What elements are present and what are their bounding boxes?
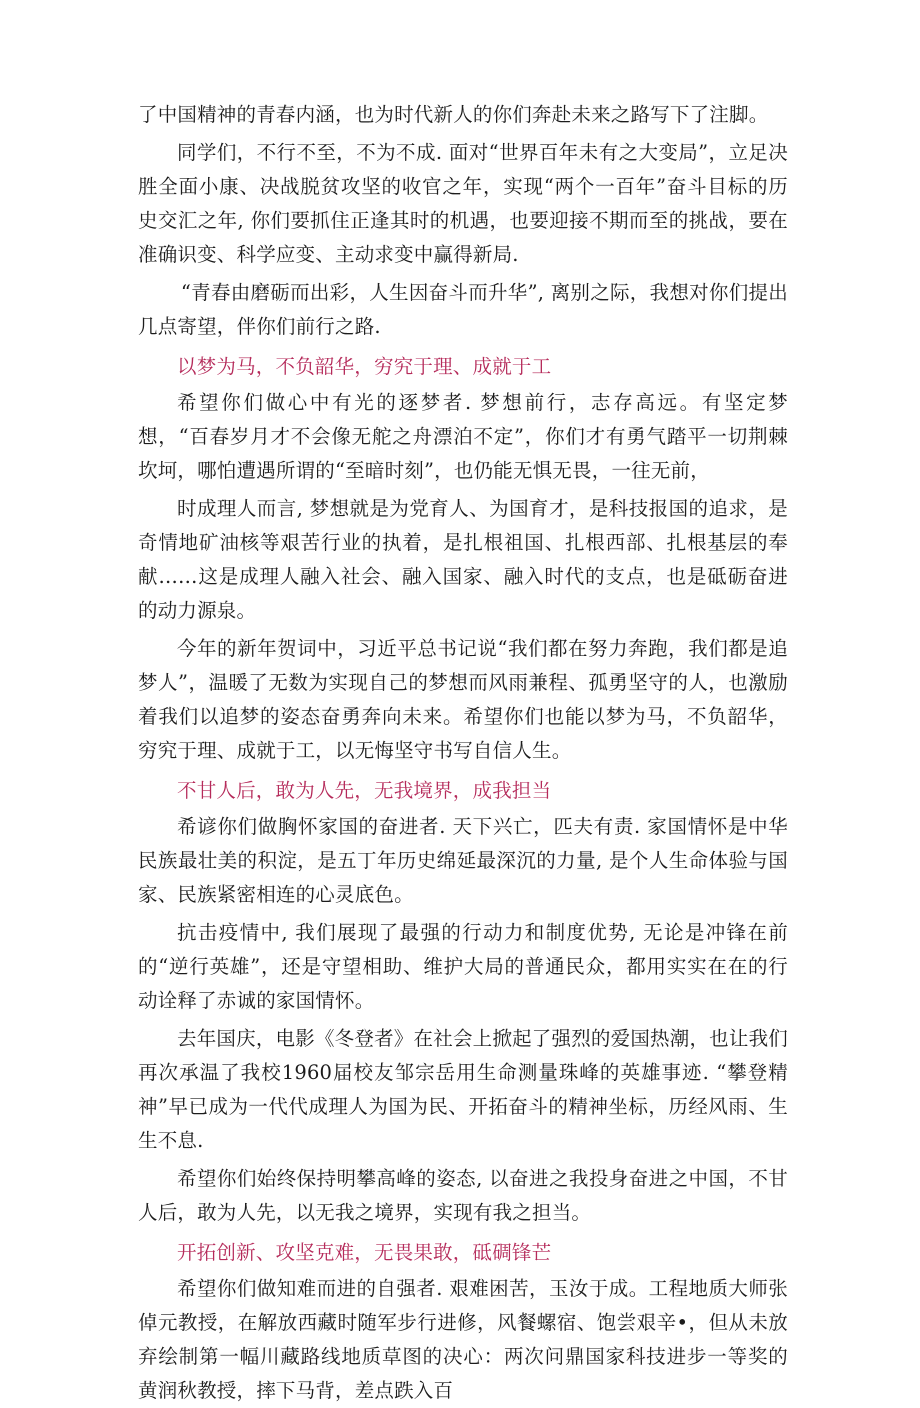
spacer xyxy=(138,1230,788,1234)
section-heading-dream: 以梦为马，不负韶华，穷究于理、成就于工 xyxy=(177,355,552,378)
paragraph-youth-quote: “青春由磨砺而出彩，人生因奋斗而升华”, 离别之际，我想对你们提出几点寄望，伴你们前行之路. xyxy=(138,281,788,338)
spacer xyxy=(138,768,788,772)
paragraph-dream-meaning: 时成理人而言, 梦想就是为党育人、为国育才，是科技报国的追求，是奇情地矿油核等艰苦行业的执着，是扎根祖国、扎根西部、扎根基层的奉献……这是成理人融入社会、融入国家、融入时代的支点，也是砥砺奋进的动力源泉。 xyxy=(138,497,788,622)
section-heading-courage: 不甘人后，敢为人先，无我境界，成我担当 xyxy=(177,779,552,802)
spacer xyxy=(138,344,788,348)
paragraph-patriot: 希谚你们做胸怀家国的奋进者. 天下兴亡，匹夫有责. 家国情怀是中华民族最壮美的积淀，是五丁年历史绵延最深沉的力量, 是个人生命体验与国家、民族紧密相连的心灵底色。 xyxy=(138,815,788,906)
paragraph-climbers: 去年国庆，电影《冬登者》在社会上掀起了强烈的爱国热潮，也让我们再次承温了我校1960届校友邹宗岳用生命测量珠峰的英雄事迹. “攀登精神”早已成为一代代成理人为国为民、开拓奋斗的精神坐标，历经风雨、生生不息. xyxy=(138,1027,788,1152)
paragraph-dreamer: 希望你们做心中有光的逐梦者. 梦想前行，志存高远。有坚定梦想，“百春岁月才不会像无舵之舟漂泊不定”，你们才有勇气踏平一切荆棘坎坷，哪怕遭遇所谓的“至暗时刻”，也仍能无惧无畏，一往无前， xyxy=(138,391,788,482)
paragraph-continued: 了中国精神的青春内涵，也为时代新人的你们奔赴未来之路写下了注脚。 xyxy=(138,103,769,126)
section-heading-innovation: 开拓创新、攻坚克难，无畏果敢，砥碉锋芒 xyxy=(177,1241,552,1264)
paragraph-posture: 希望你们始终保持明攀高峰的姿态, 以奋进之我投身奋进之中国，不甘人后，敢为人先，以无我之境界，实现有我之担当。 xyxy=(138,1167,788,1224)
paragraph-striver: 希望你们做知难而进的自强者. 艰难困苦，玉汝于成。工程地质大师张倬元教授，在解放西藏时随军步行进修，风餐螺宿、饱尝艰辛•，但从未放弃绘制第一幅川藏路线地质草图的决心：两次问鼎国家科技进步一等奖的黄润秋教授，摔下马背，差点跌入百 xyxy=(138,1277,788,1402)
document-page xyxy=(138,98,788,1408)
paragraph-epidemic: 抗击疫情中, 我们展现了最强的行动力和制度优势, 无论是冲锋在前的“逆行英雄”，还是守望相助、维护大局的普通民众，都用实实在在的行动诠释了赤诚的家国情怀。 xyxy=(138,921,788,1012)
paragraph-new-year: 今年的新年贺词中，习近平总书记说“我们都在努力奔跑，我们都是追梦人”，温暖了无数为实现自己的梦想而风雨兼程、孤勇坚守的人，也激励着我们以追梦的姿态奋勇奔向未来。希望你们也能以梦为马，不负韶华，穷究于理、成就于工，以无悔坚守书写自信人生。 xyxy=(138,637,788,762)
paragraph-classmates: 同学们，不行不至，不为不成. 面对“世界百年未有之大变局”，立足决胜全面小康、决战脱贫攻坚的收官之年，实现“两个一百年”奋斗目标的历史交汇之年, 你们要抓住正逢其时的机遇，也要迎接不期而至的挑战，要在准确识变、科学应变、主动求变中赢得新局. xyxy=(138,141,788,266)
